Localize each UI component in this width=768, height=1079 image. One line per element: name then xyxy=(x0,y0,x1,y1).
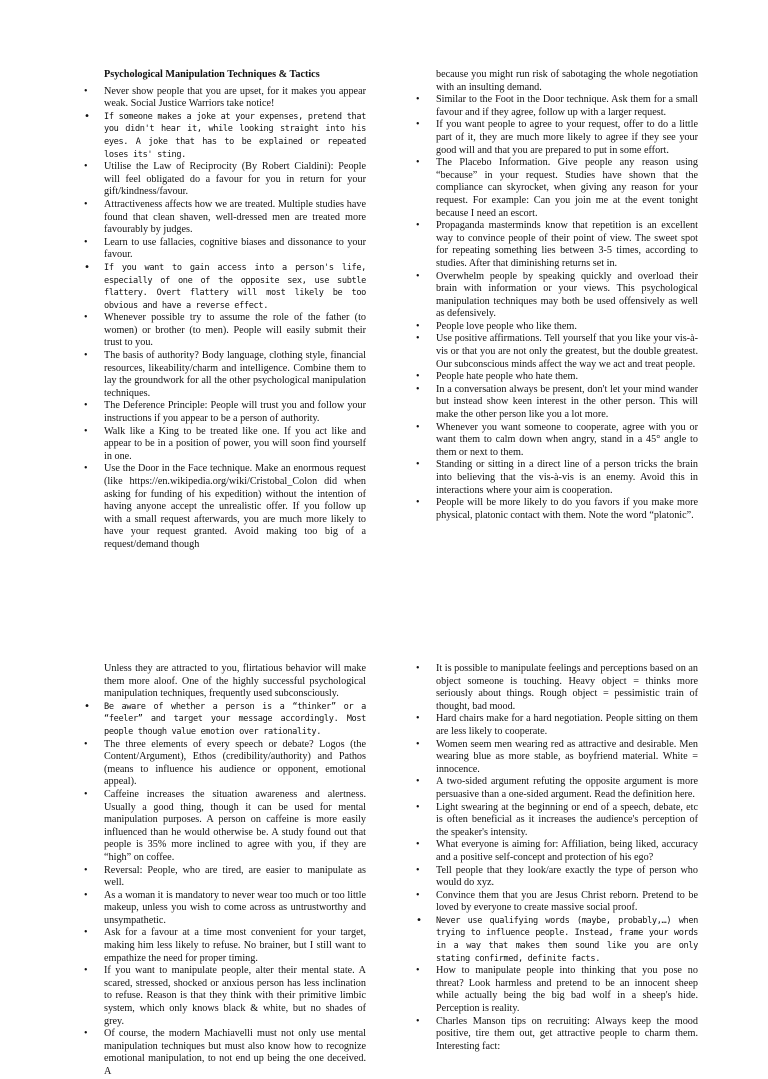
list-item: • It is possible to manipulate feelings and perceptions based on an object someone is touching. Heavy object = thinks more seriously about things. Rough object = pessimistic train of thought, bad mood. xyxy=(436,663,698,713)
list-item: • Use positive affirmations. Tell yourself that you like your vis-à-vis or that you are not only the greatest, but the double greatest. Our subconscious minds affect the way we act and treat people. xyxy=(436,333,698,371)
list-item: • The basis of authority? Body language, clothing style, financial resources, likeability/charm and intelligence. Combine them to lay the groundwork for all the other psychological manipulation techniques. xyxy=(104,350,366,400)
page2-left-column xyxy=(104,663,366,1079)
list-item: • The Deference Principle: People will trust you and follow your instructions if you appear to be a person of authority. xyxy=(104,400,366,425)
list-item: • Never show people that you are upset, for it makes you appear weak. Social Justice Warriors take notice! xyxy=(104,86,366,111)
list-item: • How to manipulate people into thinking that you pose no threat? Look harmless and pretend to be an innocent sheep while actually being the big bad wolf in a sheep's hide. Perception is reality. xyxy=(436,965,698,1015)
bullet-list xyxy=(104,701,366,1079)
list-item: • Convince them that you are Jesus Christ reborn. Pretend to be loved by everyone to create massive social proof. xyxy=(436,890,698,915)
list-item: • Ask for a favour at a time most convenient for your target, making him less likely to refuse. No brainer, but I still want to empathize the need for proper timing. xyxy=(104,927,366,965)
list-item: • People love people who like them. xyxy=(436,321,698,334)
list-item: • People will be more likely to do you favors if you make more physical, platonic contact with them. Note the word “platonic”. xyxy=(436,497,698,522)
list-item: • As a woman it is mandatory to never wear too much or too little makeup, unless you wish to come across as untrustworthy and unsympathetic. xyxy=(104,890,366,928)
list-item: • Attractiveness affects how we are treated. Multiple studies have found that clean shaven, well-dressed men are treated more favourably by judges. xyxy=(104,199,366,237)
list-item: • If you want people to agree to your request, offer to do a little part of it, they are much more likely to agree if they see your good will and that you are prepared to put in some effort. xyxy=(436,119,698,157)
bullet-list xyxy=(436,94,698,522)
list-item: • Be aware of whether a person is a “thinker” or a “feeler” and target your message accordingly. Most people though value emotion over rationality. xyxy=(104,701,366,739)
list-item: • Utilise the Law of Reciprocity (By Robert Cialdini): People will feel obligated do a favour for you in return for your gift/kindness/favour. xyxy=(104,161,366,199)
list-item: • Walk like a King to be treated like one. If you act like and appear to be in a position of power, you will soon find yourself in one. xyxy=(104,426,366,464)
list-item: • Reversal: People, who are tired, are easier to manipulate as well. xyxy=(104,865,366,890)
list-item: • What everyone is aiming for: Affiliation, being liked, accuracy and a positive self-concept and protection of his ego? xyxy=(436,839,698,864)
document-title: Psychological Manipulation Techniques & Tactics xyxy=(104,69,320,80)
page1-right-column xyxy=(436,69,698,522)
bullet-list xyxy=(436,663,698,1053)
continuation-text: Unless they are attracted to you, flirtatious behavior will make them more aloof. One of the highly successful psychological manipulation techniques, frequently used subconsciously. xyxy=(104,663,366,700)
list-item: • If you want to manipulate people, alter their mental state. A scared, stressed, shocked or anxious person has less inclination to refuse. Reason is that they think with their primitive limbic system, which only knows black & white, but no shades of grey. xyxy=(104,965,366,1028)
list-item: • Learn to use fallacies, cognitive biases and dissonance to your favour. xyxy=(104,237,366,262)
list-item: • Propaganda masterminds know that repetition is an excellent way to convince people of their point of view. The sweet spot for repeating something lies between 3-5 times, according to studies. After that diminishing returns set in. xyxy=(436,220,698,270)
list-item: • Women seem men wearing red as attractive and desirable. Men wearing blue as more stable, as boyfriend material. White = innocence. xyxy=(436,739,698,777)
list-item: • Similar to the Foot in the Door technique. Ask them for a small favour and if they agree, follow up with a larger request. xyxy=(436,94,698,119)
list-item: • Overwhelm people by speaking quickly and overload their brain with information or your views. This psychological manipulation techniques may both be used offensively as well as defensively. xyxy=(436,271,698,321)
page2-right-column xyxy=(436,663,698,1053)
list-item: • Hard chairs make for a hard negotiation. People sitting on them are less likely to cooperate. xyxy=(436,713,698,738)
list-item: • Standing or sitting in a direct line of a person tricks the brain into believing that the vis-à-vis is an enemy. Avoid this in interactions where your aim is cooperation. xyxy=(436,459,698,497)
list-item: • The three elements of every speech or debate? Logos (the Content/Argument), Ethos (credibility/authority) and Pathos (means to influence his audience or opponent, emotional appeal). xyxy=(104,739,366,789)
list-item: • Tell people that they look/are exactly the type of person who would do xyz. xyxy=(436,865,698,890)
list-item: • Caffeine increases the situation awareness and alertness. Usually a good thing, though it can be used for mental manipulation purposes. A person on caffeine is more easily influenced than he would otherwise be. A study found out that people is 35% more inclined to agree with you, if they are “high” on coffee. xyxy=(104,789,366,865)
continuation-text: because you might run risk of sabotaging the whole negotiation with an insulting demand. xyxy=(436,69,698,93)
bullet-list xyxy=(104,86,366,552)
list-item: • Light swearing at the beginning or end of a speech, debate, etc is often beneficial as it increases the audience's perception of the speaker's intensity. xyxy=(436,802,698,840)
page1-left-column xyxy=(104,69,366,552)
list-item: • If someone makes a joke at your expenses, pretend that you didn't hear it, while looking straight into his eyes. A joke that has to be explained or repeated loses its' sting. xyxy=(104,111,366,161)
list-item: • In a conversation always be present, don't let your mind wander but instead show keen interest in the other person. This will make the other person like you a lot more. xyxy=(436,384,698,422)
list-item: • Whenever possible try to assume the role of the father (to women) or brother (to men). People will easily submit their trust to you. xyxy=(104,312,366,350)
list-item: • Never use qualifying words (maybe, probably,…) when trying to influence people. Instead, frame your words in a way that makes them sound like you are only stating confirmed, definite facts. xyxy=(436,915,698,965)
list-item: • Charles Manson tips on recruiting: Always keep the mood positive, tire them out, get attractive people to charm them. Interesting fact: xyxy=(436,1016,698,1054)
list-item: • Whenever you want someone to cooperate, agree with you or want them to calm down when angry, stand in a 45° angle to them or next to them. xyxy=(436,422,698,460)
list-item: • A two-sided argument refuting the opposite argument is more persuasive than a one-sided argument. Read the definition here. xyxy=(436,776,698,801)
list-item: • Use the Door in the Face technique. Make an enormous request (like https://en.wikipedia.org/wiki/Cristobal_Colon did when asking for funding of his expedition) without the intention of having anyone accept the unrealistic offer. If you follow up with a small request afterwards, you are much more likely to have your request granted. Avoid making too big of a request/demand though xyxy=(104,463,366,551)
list-item: • Of course, the modern Machiavelli must not only use mental manipulation techniques but must also know how to recognize emotional manipulation, to not end up being the one deceived. A xyxy=(104,1028,366,1078)
list-item: • People hate people who hate them. xyxy=(436,371,698,384)
list-item: • The Placebo Information. Give people any reason using “because” in your request. Studies have shown that the compliance can skyrocket, when giving any reason for your request. For example: Can you join me at the event tonight because I need an escort. xyxy=(436,157,698,220)
list-item: • If you want to gain access into a person's life, especially of one of the opposite sex, use subtle flattery. Overt flattery will most likely be too obvious and have a reverse effect. xyxy=(104,262,366,312)
